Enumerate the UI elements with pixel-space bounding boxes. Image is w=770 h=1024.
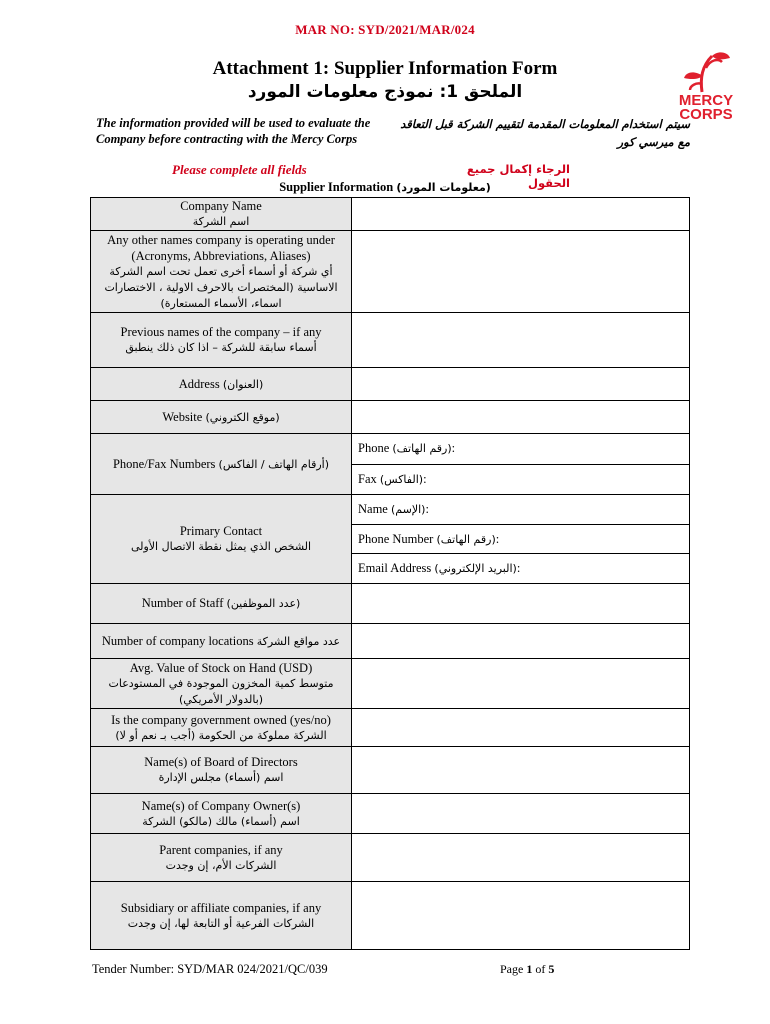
page-of: of [535, 962, 546, 976]
table-row [91, 882, 690, 950]
other-names-field[interactable] [352, 231, 690, 313]
board-label [91, 747, 352, 794]
locations-field[interactable] [352, 624, 690, 659]
label-en: Any other names company is operating under (Acronyms, Abbreviations, Aliases) [107, 232, 335, 263]
board-field[interactable] [352, 747, 690, 794]
label-en: Primary Contact [179, 524, 263, 538]
supplier-info-table [90, 197, 690, 950]
colon: : [451, 441, 456, 456]
logo-text-mercy: MERCY [678, 92, 734, 109]
email-label: Email Address [358, 561, 432, 576]
label-ar: (موقع الكتروني) [205, 410, 280, 424]
phone-field[interactable] [352, 434, 689, 465]
parent-field[interactable] [352, 834, 690, 882]
company-name-field[interactable] [352, 198, 690, 231]
phone-label: Phone [358, 441, 390, 456]
staff-label [91, 584, 352, 624]
colon: : [423, 471, 427, 486]
label-ar: الشخص الذي يمثل نقطة الاتصال الأولى [130, 540, 312, 553]
locations-label [91, 624, 352, 659]
label-en: Address [178, 376, 220, 391]
fax-field[interactable] [352, 465, 689, 495]
address-field[interactable] [352, 368, 690, 401]
section-title-en: Supplier Information [279, 180, 394, 194]
label-ar: اسم الشركة [192, 215, 250, 228]
table-row [91, 231, 690, 313]
company-name-label [91, 198, 352, 231]
mercy-corps-leaf-icon [672, 48, 740, 94]
label-ar: اسم (أسماء) مجلس الإدارة [158, 771, 284, 784]
label-en: Website [162, 409, 203, 424]
primary-contact-fields [352, 495, 690, 584]
label-ar: (أرقام الهاتف / الفاكس) [218, 457, 329, 471]
table-row [91, 659, 690, 709]
label-ar: عدد مواقع الشركة [256, 634, 341, 648]
subsidiary-field[interactable] [352, 882, 690, 950]
label-en: Avg. Value of Stock on Hand (USD) [129, 660, 313, 675]
email-label-ar: (البريد الإلكتروني) [434, 562, 517, 576]
contact-email-field[interactable] [352, 554, 689, 583]
table-row [91, 747, 690, 794]
form-title: Attachment 1: Supplier Information Form [212, 58, 558, 79]
address-label [91, 368, 352, 401]
gov-owned-label [91, 709, 352, 747]
fax-label: Fax [358, 471, 377, 486]
intro-text: The information provided will be used to evaluate the Company before contracting with the Mercy Corps [96, 116, 371, 146]
label-en: Number of company locations [101, 633, 254, 648]
owners-label [91, 794, 352, 834]
label-en: Subsidiary or affiliate companies, if any [120, 900, 322, 915]
table-row [91, 434, 690, 495]
page-indicator [500, 962, 554, 977]
label-en: Name(s) of Company Owner(s) [141, 798, 301, 813]
stock-label [91, 659, 352, 709]
table-row [91, 198, 690, 231]
label-ar: أسماء سابقة للشركة – اذا كان ذلك ينطبق [125, 341, 317, 354]
label-ar: الشركة مملوكة من الحكومة (أجب بـ نعم أو لا) [115, 728, 327, 742]
table-row [91, 709, 690, 747]
page-number: 1 [526, 962, 533, 976]
name-label-ar: (الإسم) [390, 502, 426, 516]
phone-fax-fields [352, 434, 690, 495]
website-field[interactable] [352, 401, 690, 434]
colon: : [425, 501, 429, 516]
fax-label-ar: (الفاكس) [379, 472, 424, 486]
mar-number: MAR NO: SYD/2021/MAR/024 [295, 22, 475, 37]
phone-label-ar: (رقم الهاتف) [392, 442, 452, 456]
instruction-text-arabic: الرجاء إكمال جميع الحقول [466, 162, 570, 190]
label-ar: الشركات الفرعية أو التابعة لها، إن وجدت [127, 916, 315, 930]
label-ar: (العنوان) [222, 377, 264, 391]
website-label [91, 401, 352, 434]
previous-names-field[interactable] [352, 313, 690, 368]
colon: : [495, 531, 500, 546]
table-row [91, 794, 690, 834]
name-label: Name [358, 501, 388, 516]
table-row [91, 834, 690, 882]
label-en: Number of Staff [141, 596, 224, 610]
table-row [91, 624, 690, 659]
phone-fax-label [91, 434, 352, 495]
label-en: Parent companies, if any [159, 842, 283, 857]
label-ar: متوسط كمية المخزون الموجودة في المستودعات (بالدولار الأمريكي) [108, 676, 334, 706]
table-row [91, 313, 690, 368]
gov-owned-field[interactable] [352, 709, 690, 747]
label-ar: (عدد الموظفين) [226, 597, 301, 610]
logo-text-corps: CORPS [679, 106, 733, 123]
colon: : [516, 561, 521, 576]
label-ar: اسم (أسماء) مالك (مالكو) الشركة [142, 814, 300, 828]
primary-contact-label [91, 495, 352, 584]
intro-text-arabic: سيتم استخدام المعلومات المقدمة لتقييم الشركة قبل التعاقد مع ميرسي كور [400, 117, 690, 149]
label-en: Name(s) of Board of Directors [144, 755, 298, 769]
form-title-arabic: الملحق 1: نموذج معلومات المورد [247, 82, 523, 102]
label-en: Company Name [180, 199, 262, 213]
parent-label [91, 834, 352, 882]
page-label: Page [500, 962, 524, 976]
section-title-ar: (معلومات المورد) [396, 181, 491, 194]
contact-phone-field[interactable] [352, 525, 689, 555]
label-ar: أي شركة أو أسماء أخرى تعمل تحت اسم الشركة الاساسية (المختصرات بالاحرف الاولية ، الاختصارات اسماء، الأسماء المستعارة) [104, 264, 338, 310]
contact-name-field[interactable] [352, 495, 689, 525]
subsidiary-label [91, 882, 352, 950]
phone-number-label-ar: (رقم الهاتف) [436, 532, 496, 546]
label-en: Is the company government owned (yes/no) [111, 712, 331, 727]
stock-field[interactable] [352, 659, 690, 709]
staff-field[interactable] [352, 584, 690, 624]
table-row [91, 368, 690, 401]
mercy-corps-logo [672, 48, 740, 124]
owners-field[interactable] [352, 794, 690, 834]
instruction-text: Please complete all fields [172, 162, 307, 177]
other-names-label [91, 231, 352, 313]
label-ar: الشركات الأم، إن وجدت [165, 858, 277, 872]
table-row [91, 584, 690, 624]
previous-names-label [91, 313, 352, 368]
table-row [91, 401, 690, 434]
phone-number-label: Phone Number [358, 531, 434, 546]
tender-number: Tender Number: SYD/MAR 024/2021/QC/039 [92, 962, 328, 976]
label-en: Previous names of the company – if any [120, 325, 322, 339]
page-total: 5 [548, 962, 555, 976]
label-en: Phone/Fax Numbers [112, 456, 216, 471]
section-title [0, 180, 770, 195]
table-row [91, 495, 690, 584]
